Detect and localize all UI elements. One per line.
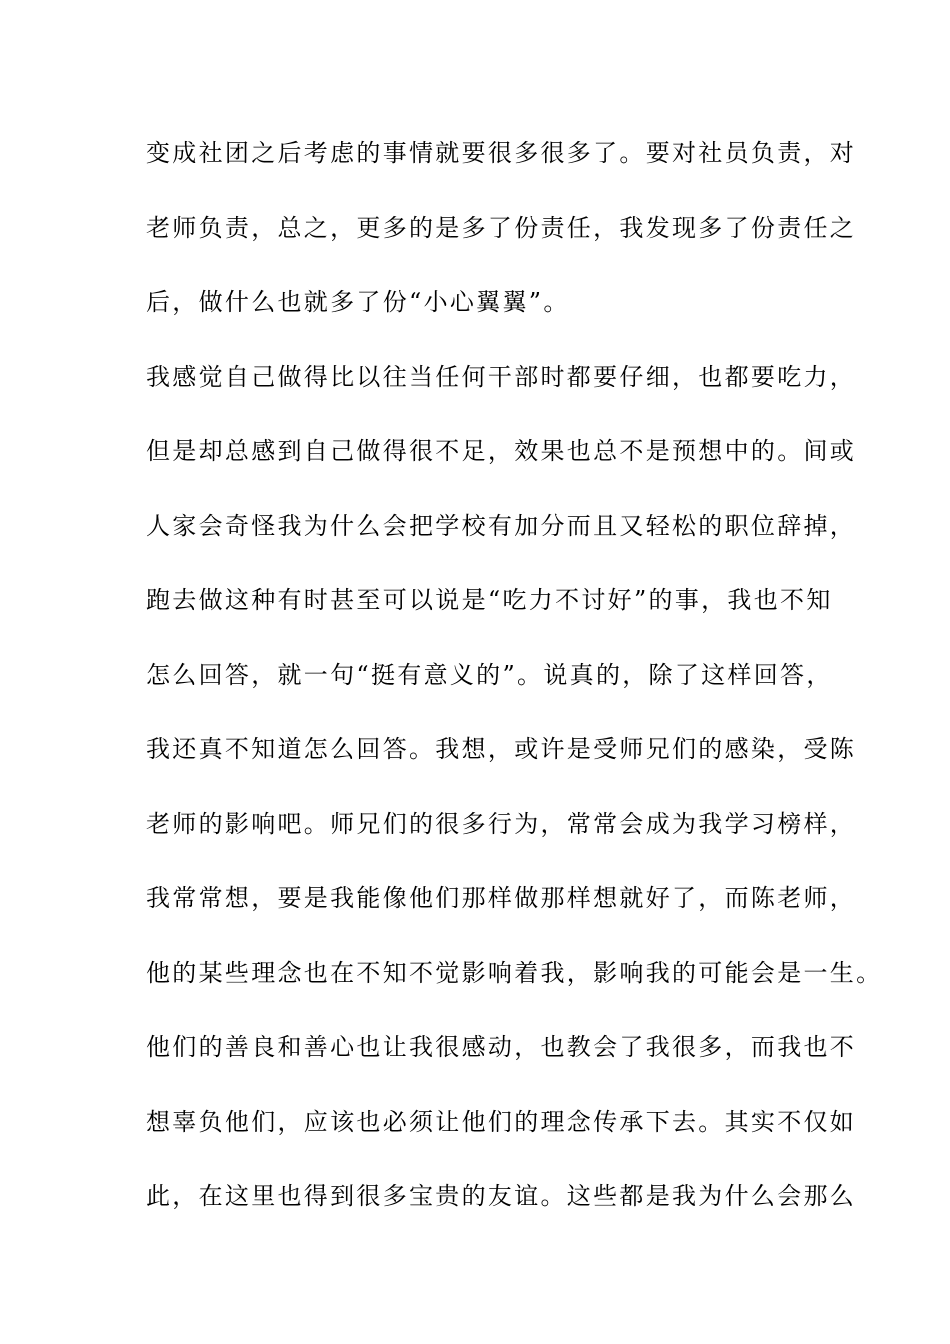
text-line: 但是却总感到自己做得很不足，效果也总不是预想中的。间或: [146, 437, 857, 465]
text-line: 我常常想，要是我能像他们那样做那样想就好了，而陈老师，: [146, 884, 857, 912]
body-text: [146, 131, 883, 1249]
text-line: 老师的影响吧。师兄们的很多行为，常常会成为我学习榜样，: [146, 809, 857, 838]
text-line: 他的某些理念也在不知不觉影响着我，影响我的可能会是一生。: [146, 958, 883, 987]
text-line: 跑去做这种有时甚至可以说是“吃力不讨好”的事，我也不知: [146, 586, 833, 614]
text-line: 他们的善良和善心也让我很感动，也教会了我很多，而我也不: [146, 1033, 857, 1061]
text-line: 人家会奇怪我为什么会把学校有加分而且又轻松的职位辞掉，: [146, 511, 857, 540]
text-line: 我感觉自己做得比以往当任何干部时都要仔细，也都要吃力，: [146, 362, 857, 391]
text-line: 后，做什么也就多了份“小心翼翼”。: [146, 288, 570, 316]
text-line: 此，在这里也得到很多宝贵的友谊。这些都是我为什么会那么: [146, 1182, 857, 1210]
text-line: 变成社团之后考虑的事情就要很多很多了。要对社员负责，对: [146, 139, 857, 167]
text-line: 老师负责，总之，更多的是多了份责任，我发现多了份责任之: [146, 213, 857, 242]
text-line: 想辜负他们，应该也必须让他们的理念传承下去。其实不仅如: [146, 1107, 857, 1136]
text-line: 怎么回答，就一句“挺有意义的”。说真的，除了这样回答，: [146, 660, 833, 689]
text-line: 我还真不知道怎么回答。我想，或许是受师兄们的感染，受陈: [146, 735, 857, 763]
